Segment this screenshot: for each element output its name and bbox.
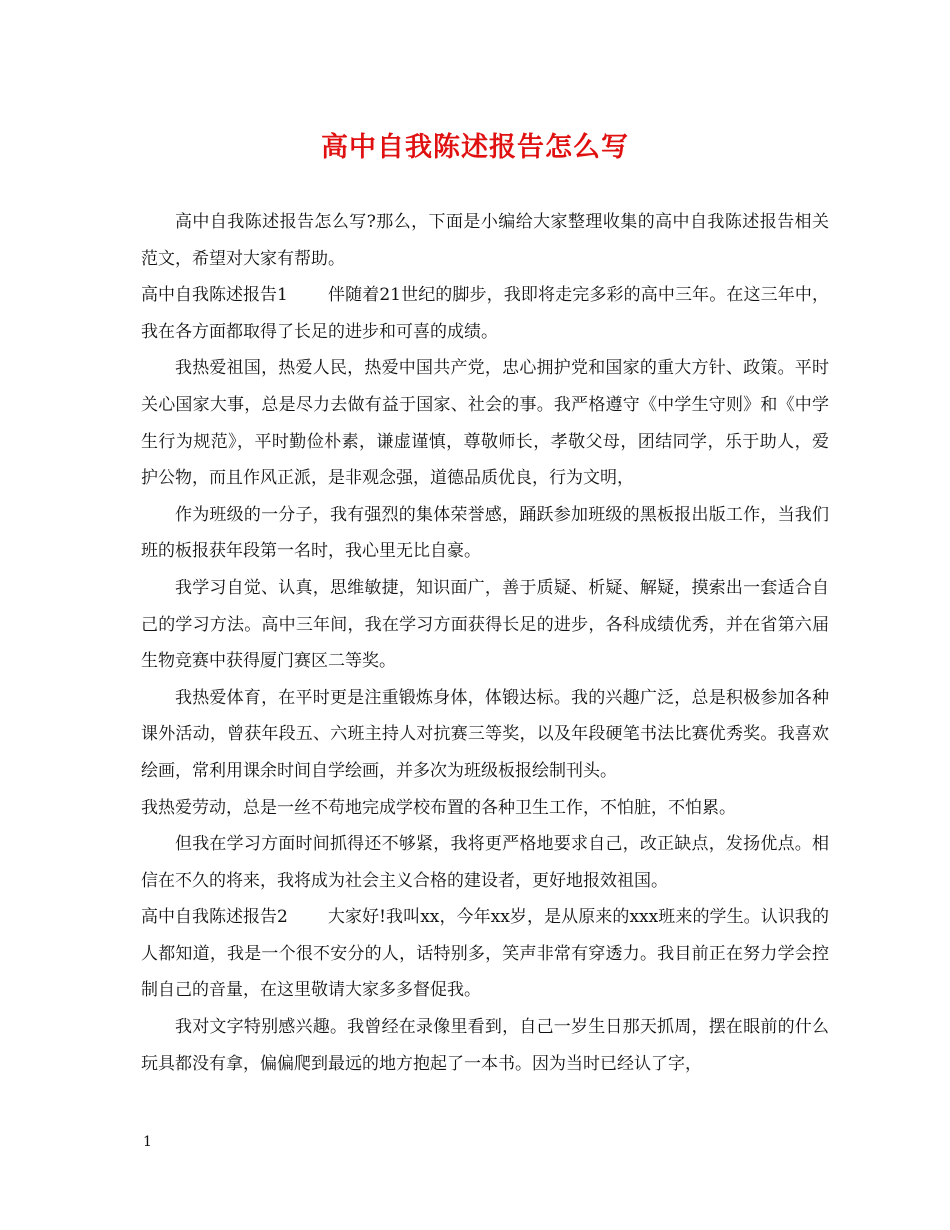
section1-first-paragraph (141, 277, 829, 350)
intro-paragraph: 高中自我陈述报告怎么写?那么，下面是小编给大家整理收集的高中自我陈述报告相关范文，希望对大家有帮助。 (141, 212, 829, 269)
section1-paragraph: 我热爱祖国，热爱人民，热爱中国共产党，忠心拥护党和国家的重大方针、政策。平时关心国家大事，总是尽力去做有益于国家、社会的事。我严格遵守《中学生守则》和《中学生行为规范》，平时勤俭朴素，谦虚谨慎，尊敬师长，孝敬父母，团结同学，乐于助人，爱护公物，而且作风正派，是非观念强，道德品质优良，行为文明， (141, 358, 829, 489)
page-number: 1 (143, 1134, 152, 1150)
section2-label: 高中自我陈述报告2 (141, 907, 288, 928)
section1-paragraph: 我学习自觉、认真，思维敏捷，知识面广，善于质疑、析疑、解疑，摸索出一套适合自己的学习方法。高中三年间，我在学习方面获得长足的进步，各科成绩优秀，并在省第六届生物竞赛中获得厦门赛区二等奖。 (141, 577, 829, 672)
section2-first-paragraph (141, 899, 829, 1009)
section1-paragraph: 但我在学习方面时间抓得还不够紧，我将更严格地要求自己，改正缺点，发扬优点。相信在不久的将来，我将成为社会主义合格的建设者，更好地报效祖国。 (141, 834, 829, 891)
section1-paragraph: 作为班级的一分子，我有强烈的集体荣誉感，踊跃参加班级的黑板报出版工作，当我们班的板报获年段第一名时，我心里无比自豪。 (141, 504, 829, 562)
section1-first-text: 伴随着21世纪的脚步，我即将走完多彩的高中三年。在这三年中，我在各方面都取得了长足的进步和可喜的成绩。 (141, 285, 829, 342)
section2-first-text: 大家好!我叫xx，今年xx岁，是从原来的xxx班来的学生。认识我的人都知道，我是一个很不安分的人，话特别多，笑声非常有穿透力。我目前正在努力学会控制自己的音量，在这里敬请大家多多督促我。 (141, 907, 829, 1001)
section1-label: 高中自我陈述报告1 (141, 285, 288, 306)
section2-paragraph: 我对文字特别感兴趣。我曾经在录像里看到，自己一岁生日那天抓周，摆在眼前的什么玩具都没有拿，偏偏爬到最远的地方抱起了一本书。因为当时已经认了字， (141, 1017, 829, 1074)
document-body (141, 204, 829, 1082)
section1-paragraph: 我热爱劳动，总是一丝不苟地完成学校布置的各种卫生工作，不怕脏，不怕累。 (141, 797, 736, 818)
document-title: 高中自我陈述报告怎么写 (321, 132, 629, 163)
section1-paragraph: 我热爱体育，在平时更是注重锻炼身体，体锻达标。我的兴趣广泛，总是积极参加各种课外活动，曾获年段五、六班主持人对抗赛三等奖，以及年段硬笔书法比赛优秀奖。我喜欢绘画，常利用课余时间自学绘画，并多次为班级板报绘制刊头。 (141, 687, 829, 781)
